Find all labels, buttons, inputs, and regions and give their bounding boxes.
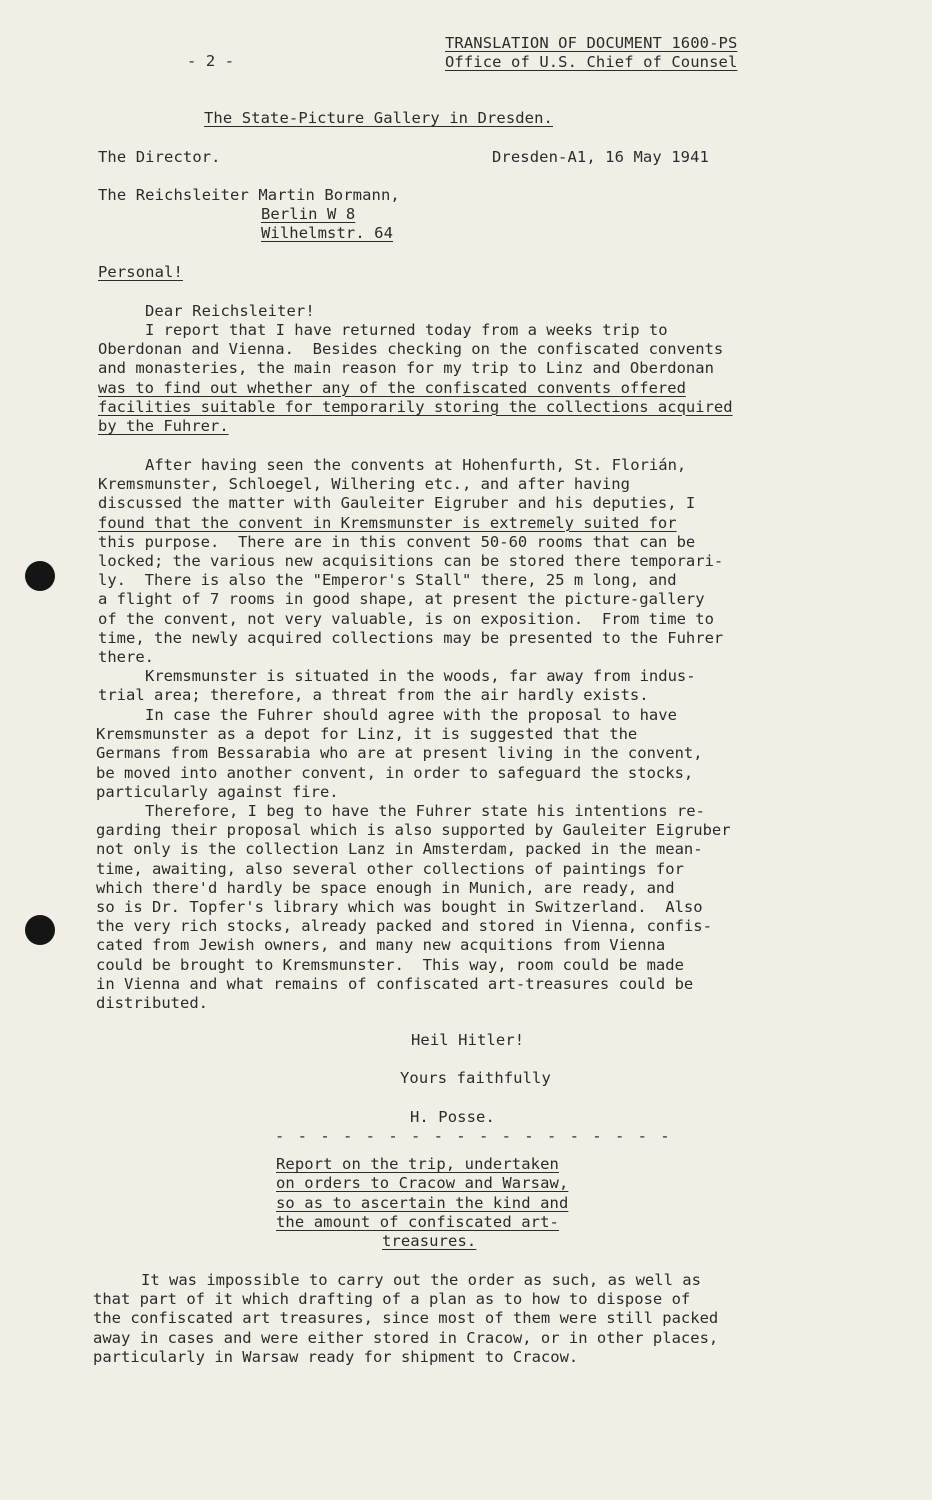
para5-line: not only is the collection Lanz in Amsterdam, packed in the mean-: [96, 840, 703, 859]
report-title-line: treasures.: [382, 1232, 477, 1250]
recipient-name: The Reichsleiter Martin Bormann,: [98, 186, 400, 204]
office-label: Office of U.S. Chief of Counsel: [445, 53, 738, 71]
signature: H. Posse.: [410, 1108, 495, 1126]
para3-line: trial area; therefore, a threat from the air hardly exists.: [98, 686, 649, 705]
para1-line: and monasteries, the main reason for my trip to Linz and Oberdonan: [98, 359, 714, 378]
recipient-street: Wilhelmstr. 64: [261, 224, 394, 242]
page-number: - 2 -: [187, 52, 235, 70]
para5-line: distributed.: [96, 993, 208, 1012]
para2-line: time, the newly acquired collections may be presented to the Fuhrer: [98, 628, 724, 647]
para5-line: which there'd hardly be space enough in Munich, are ready, and: [96, 878, 675, 897]
para1-line: facilities suitable for temporarily storing the collections acquired: [98, 397, 733, 416]
para4-line: In case the Fuhrer should agree with the proposal to have: [145, 706, 677, 724]
separator-line: - - - - - - - - - - - - - - - - - -: [275, 1127, 672, 1145]
paragraph-2: [98, 456, 723, 667]
translation-label: TRANSLATION OF DOCUMENT 1600-PS: [445, 34, 738, 52]
para5-line: Therefore, I beg to have the Fuhrer state his intentions re-: [145, 802, 705, 820]
punch-hole-bottom: [25, 915, 55, 945]
para5-line: could be brought to Kremsmunster. This way, room could be made: [96, 955, 684, 974]
para6-line: particularly in Warsaw ready for shipment to Cracow.: [93, 1347, 579, 1366]
paragraph-6: [93, 1271, 718, 1367]
para1-line: by the Fuhrer.: [98, 416, 229, 435]
para2-line: this purpose. There are in this convent 50-60 rooms that can be: [98, 532, 696, 551]
para2-line: a flight of 7 rooms in good shape, at present the picture-gallery: [98, 590, 705, 609]
personal-mark: Personal!: [98, 263, 183, 281]
para2-line: there.: [98, 647, 154, 666]
para4-line: particularly against fire.: [96, 782, 339, 801]
paragraph-3: [98, 667, 696, 705]
para5-line: the very rich stocks, already packed and stored in Vienna, confis-: [96, 917, 712, 936]
report-title-line: the amount of confiscated art-: [276, 1213, 559, 1231]
para2-line: ly. There is also the "Emperor's Stall" there, 25 m long, and: [98, 571, 677, 590]
para5-line: time, awaiting, also several other collections of paintings for: [96, 859, 684, 878]
para2-line: found that the convent in Kremsmunster is extremely suited for: [98, 513, 677, 532]
report-title-line: on orders to Cracow and Warsaw,: [276, 1174, 569, 1192]
para3-line: Kremsmunster is situated in the woods, far away from indus-: [145, 667, 696, 685]
para4-line: be moved into another convent, in order to safeguard the stocks,: [96, 763, 694, 782]
closing-greeting: Heil Hitler!: [411, 1031, 525, 1049]
punch-hole-top: [25, 561, 55, 591]
paragraph-1: [98, 321, 733, 436]
para5-line: garding their proposal which is also supported by Gauleiter Eigruber: [96, 821, 731, 840]
para1-line: was to find out whether any of the confiscated convents offered: [98, 378, 686, 397]
para2-line: After having seen the convents at Hohenfurth, St. Florián,: [145, 456, 687, 474]
place-date: Dresden-A1, 16 May 1941: [492, 148, 709, 166]
report-title-line: so as to ascertain the kind and: [276, 1194, 569, 1212]
sender: The Director.: [98, 148, 221, 166]
salutation: Dear Reichsleiter!: [145, 302, 315, 320]
para2-line: of the convent, not very valuable, is on exposition. From time to: [98, 609, 714, 628]
para5-line: in Vienna and what remains of confiscated art-treasures could be: [96, 974, 694, 993]
para5-line: so is Dr. Topfer's library which was bought in Switzerland. Also: [96, 897, 703, 916]
para2-line: discussed the matter with Gauleiter Eigruber and his deputies, I: [98, 494, 696, 513]
recipient-city: Berlin W 8: [261, 205, 356, 223]
para1-line: I report that I have returned today from a weeks trip to: [145, 321, 668, 339]
paragraph-5: [96, 802, 731, 1013]
closing-yours: Yours faithfully: [400, 1069, 551, 1087]
para2-line: locked; the various new acquisitions can be stored there temporari-: [98, 551, 724, 570]
para4-line: Germans from Bessarabia who are at present living in the convent,: [96, 744, 703, 763]
para6-line: away in cases and were either stored in Cracow, or in other places,: [93, 1328, 719, 1347]
para6-line: It was impossible to carry out the order as such, as well as: [141, 1271, 701, 1289]
para4-line: Kremsmunster as a depot for Linz, it is suggested that the: [96, 725, 638, 744]
letterhead: The State-Picture Gallery in Dresden.: [204, 109, 553, 127]
para5-line: cated from Jewish owners, and many new acquitions from Vienna: [96, 936, 666, 955]
report-title-line: Report on the trip, undertaken: [276, 1155, 559, 1173]
para6-line: the confiscated art treasures, since most of them were still packed: [93, 1309, 719, 1328]
para6-line: that part of it which drafting of a plan as to how to dispose of: [93, 1290, 691, 1309]
para1-line: Oberdonan and Vienna. Besides checking on the confiscated convents: [98, 340, 724, 359]
paragraph-4: [96, 706, 703, 802]
para2-line: Kremsmunster, Schloegel, Wilhering etc., and after having: [98, 475, 630, 494]
